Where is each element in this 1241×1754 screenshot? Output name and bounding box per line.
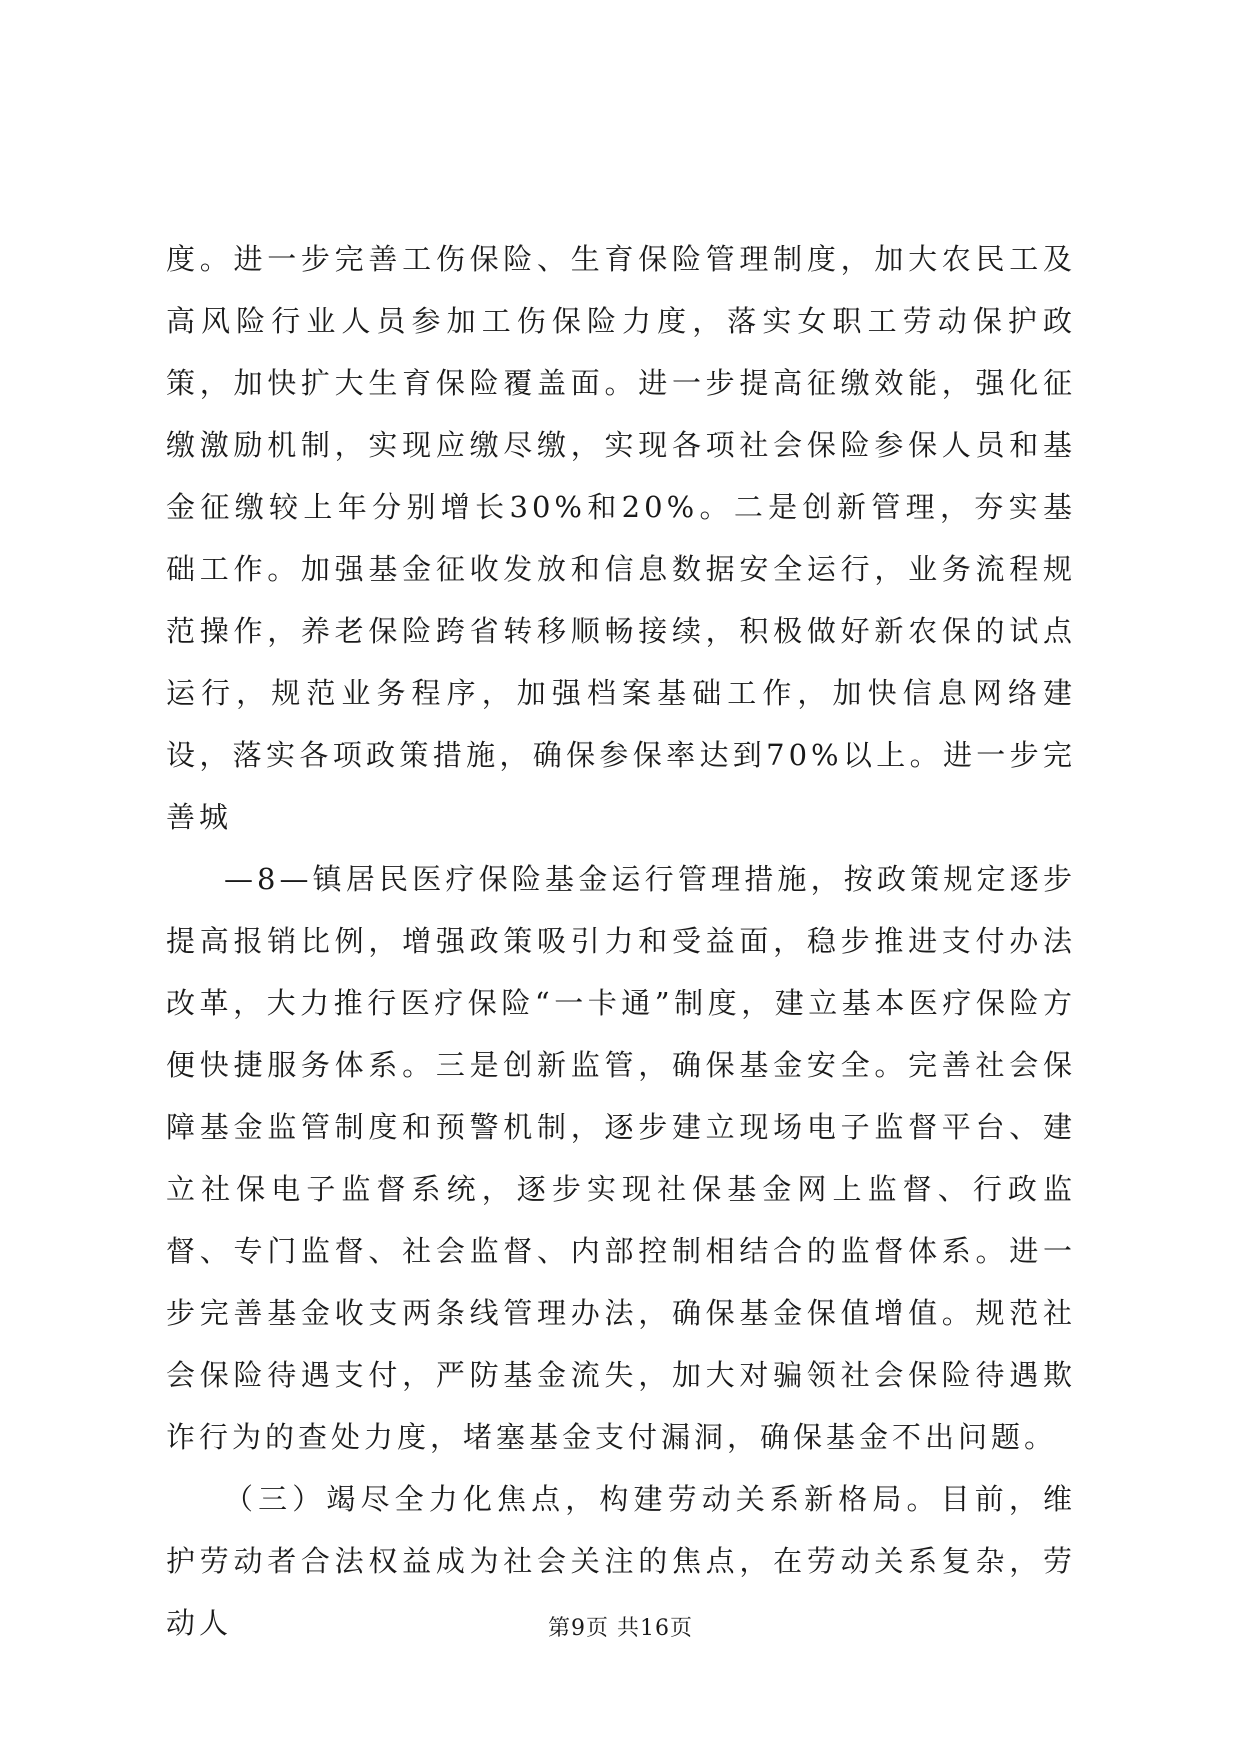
page-number-footer: 第9页 共16页: [548, 1616, 693, 1641]
paragraph-1: 度。进一步完善工伤保险、生育保险管理制度，加大农民工及高风险行业人员参加工伤保险力度，落实女职工劳动保护政策，加快扩大生育保险覆盖面。进一步提高征缴效能，强化征缴激励机制，实现应缴尽缴，实现各项社会保险参保人员和基金征缴较上年分别增长30%和20%。二是创新管理，夯实基础工作。加强基金征收发放和信息数据安全运行，业务流程规范操作，养老保险跨省转移顺畅接续，积极做好新农保的试点运行，规范业务程序，加强档案基础工作，加快信息网络建设，落实各项政策措施，确保参保率达到70%以上。进一步完善城: [166, 242, 1076, 834]
paragraph-3: （三）竭尽全力化焦点，构建劳动关系新格局。目前，维护劳动者合法权益成为社会关注的焦点，在劳动关系复杂，劳动人: [166, 1482, 1076, 1640]
body-text: [166, 228, 1076, 1654]
paragraph-2: —8—镇居民医疗保险基金运行管理措施，按政策规定逐步提高报销比例，增强政策吸引力和受益面，稳步推进支付办法改革，大力推行医疗保险“一卡通”制度，建立基本医疗保险方便快捷服务体系。三是创新监管，确保基金安全。完善社会保障基金监管制度和预警机制，逐步建立现场电子监督平台、建立社保电子监督系统，逐步实现社保基金网上监督、行政监督、专门监督、社会监督、内部控制相结合的监督体系。进一步完善基金收支两条线管理办法，确保基金保值增值。规范社会保险待遇支付，严防基金流失，加大对骗领社会保险待遇欺诈行为的查处力度，堵塞基金支付漏洞，确保基金不出问题。: [166, 862, 1076, 1454]
